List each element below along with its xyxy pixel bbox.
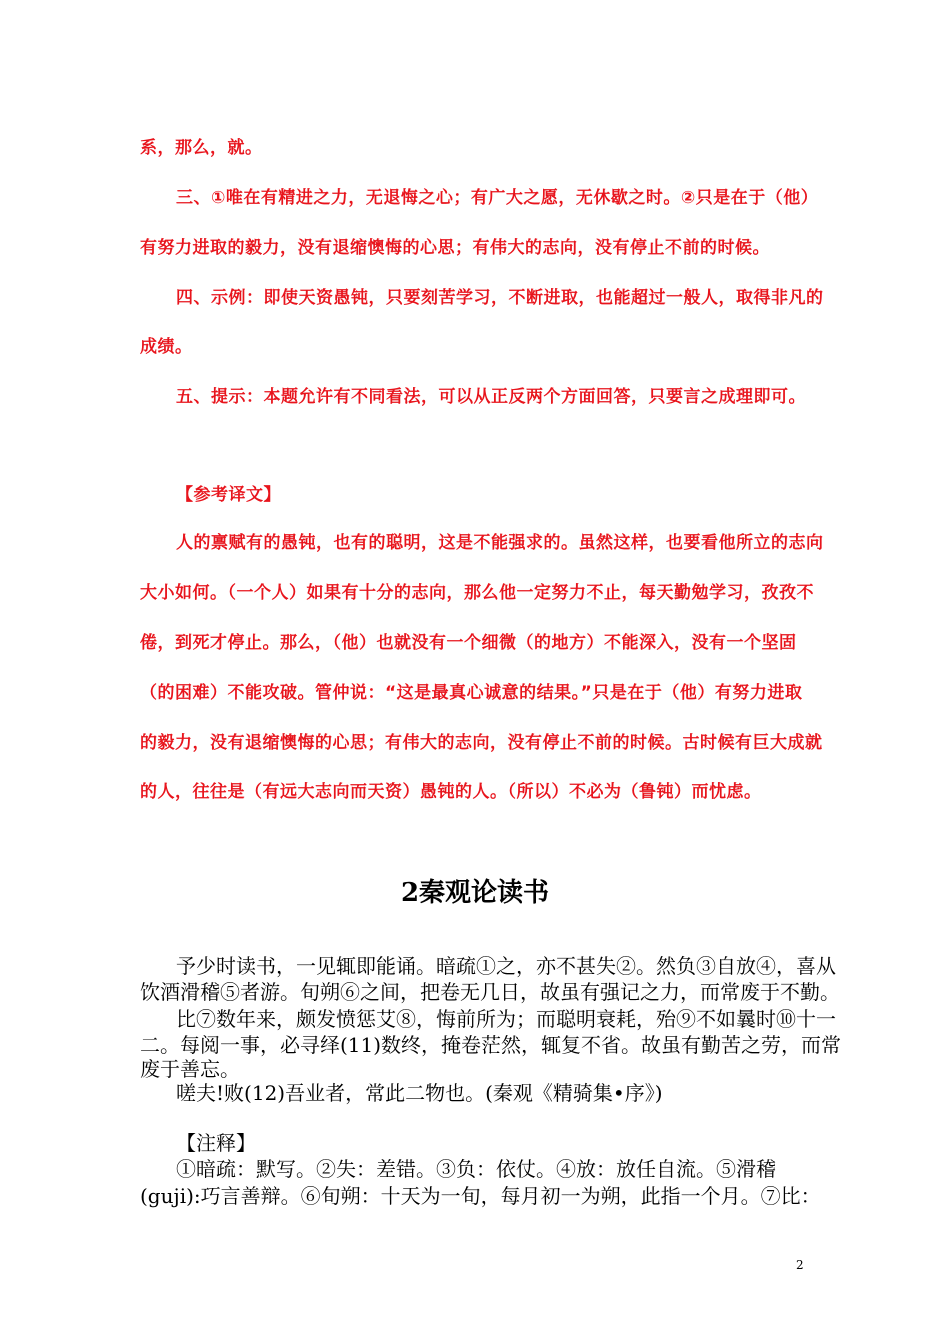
article-line: 予少时读书，一见辄即能诵。暗疏①之，亦不甚失②。然负③自放④，喜从 [176, 954, 836, 978]
note-line: (guji):巧言善辩。⑥旬朔：十天为一旬，每月初一为朔，此指一个月。⑦比： [140, 1184, 821, 1208]
translation-line: 大小如何。（一个人）如果有十分的志向，那么他一定努力不止，每天勤勉学习，孜孜不 [140, 583, 814, 603]
translation-line: 的毅力，没有退缩懊悔的心思；有伟大的志向，没有停止不前的时候。古时候有巨大成就 [140, 733, 823, 753]
translation-heading: 【参考译文】 [176, 485, 281, 505]
translation-line: （的困难）不能攻破。管仲说：“这是最真心诚意的结果。”只是在于（他）有努力进取 [140, 683, 803, 703]
article-title: 2秦观论读书 [400, 878, 550, 908]
article-line: 比⑦数年来，颇发愤惩艾⑧，悔前所为；而聪明衰耗，殆⑨不如曩时⑩十一 [176, 1007, 836, 1031]
translation-line: 的人，往往是（有远大志向而天资）愚钝的人。（所以）不必为（鲁钝）而忧虑。 [140, 782, 762, 802]
article-line: 饮酒滑稽⑤者游。旬朔⑥之间，把卷无几日，故虽有强记之力，而常废于不勤。 [140, 980, 840, 1004]
answer-item-4-cont: 成绩。 [140, 337, 193, 357]
note-line: ①暗疏：默写。②失：差错。③负：依仗。④放：放任自流。⑤滑稽 [176, 1157, 776, 1181]
answer-item-3: 三、①唯在有精进之力，无退悔之心；有广大之愿，无休歇之时。②只是在于（他） [176, 188, 819, 208]
article-line: 嗟夫!败(12)吾业者，常此二物也。(秦观《精骑集•序》) [176, 1081, 663, 1105]
answer-item-5: 五、提示：本题允许有不同看法，可以从正反两个方面回答，只要言之成理即可。 [176, 387, 806, 407]
answer-line: 系，那么，就。 [140, 138, 263, 158]
article-line: 废于善忘。 [140, 1057, 240, 1081]
translation-line: 倦，到死才停止。那么，（他）也就没有一个细微（的地方）不能深入，没有一个坚固 [140, 633, 797, 653]
answer-item-4: 四、示例：即使天资愚钝，只要刻苦学习，不断进取，也能超过一般人，取得非凡的 [176, 288, 824, 308]
page-number: 2 [796, 1258, 804, 1272]
article-line: 二。每阅一事，必寻绎(11)数终，掩卷茫然，辄复不省。故虽有勤苦之劳，而常 [140, 1033, 842, 1057]
answer-item-3-cont: 有努力进取的毅力，没有退缩懊悔的心思；有伟大的志向，没有停止不前的时候。 [140, 238, 770, 258]
notes-heading: 【注释】 [176, 1131, 256, 1155]
translation-line: 人的禀赋有的愚钝，也有的聪明，这是不能强求的。虽然这样，也要看他所立的志向 [176, 533, 824, 553]
